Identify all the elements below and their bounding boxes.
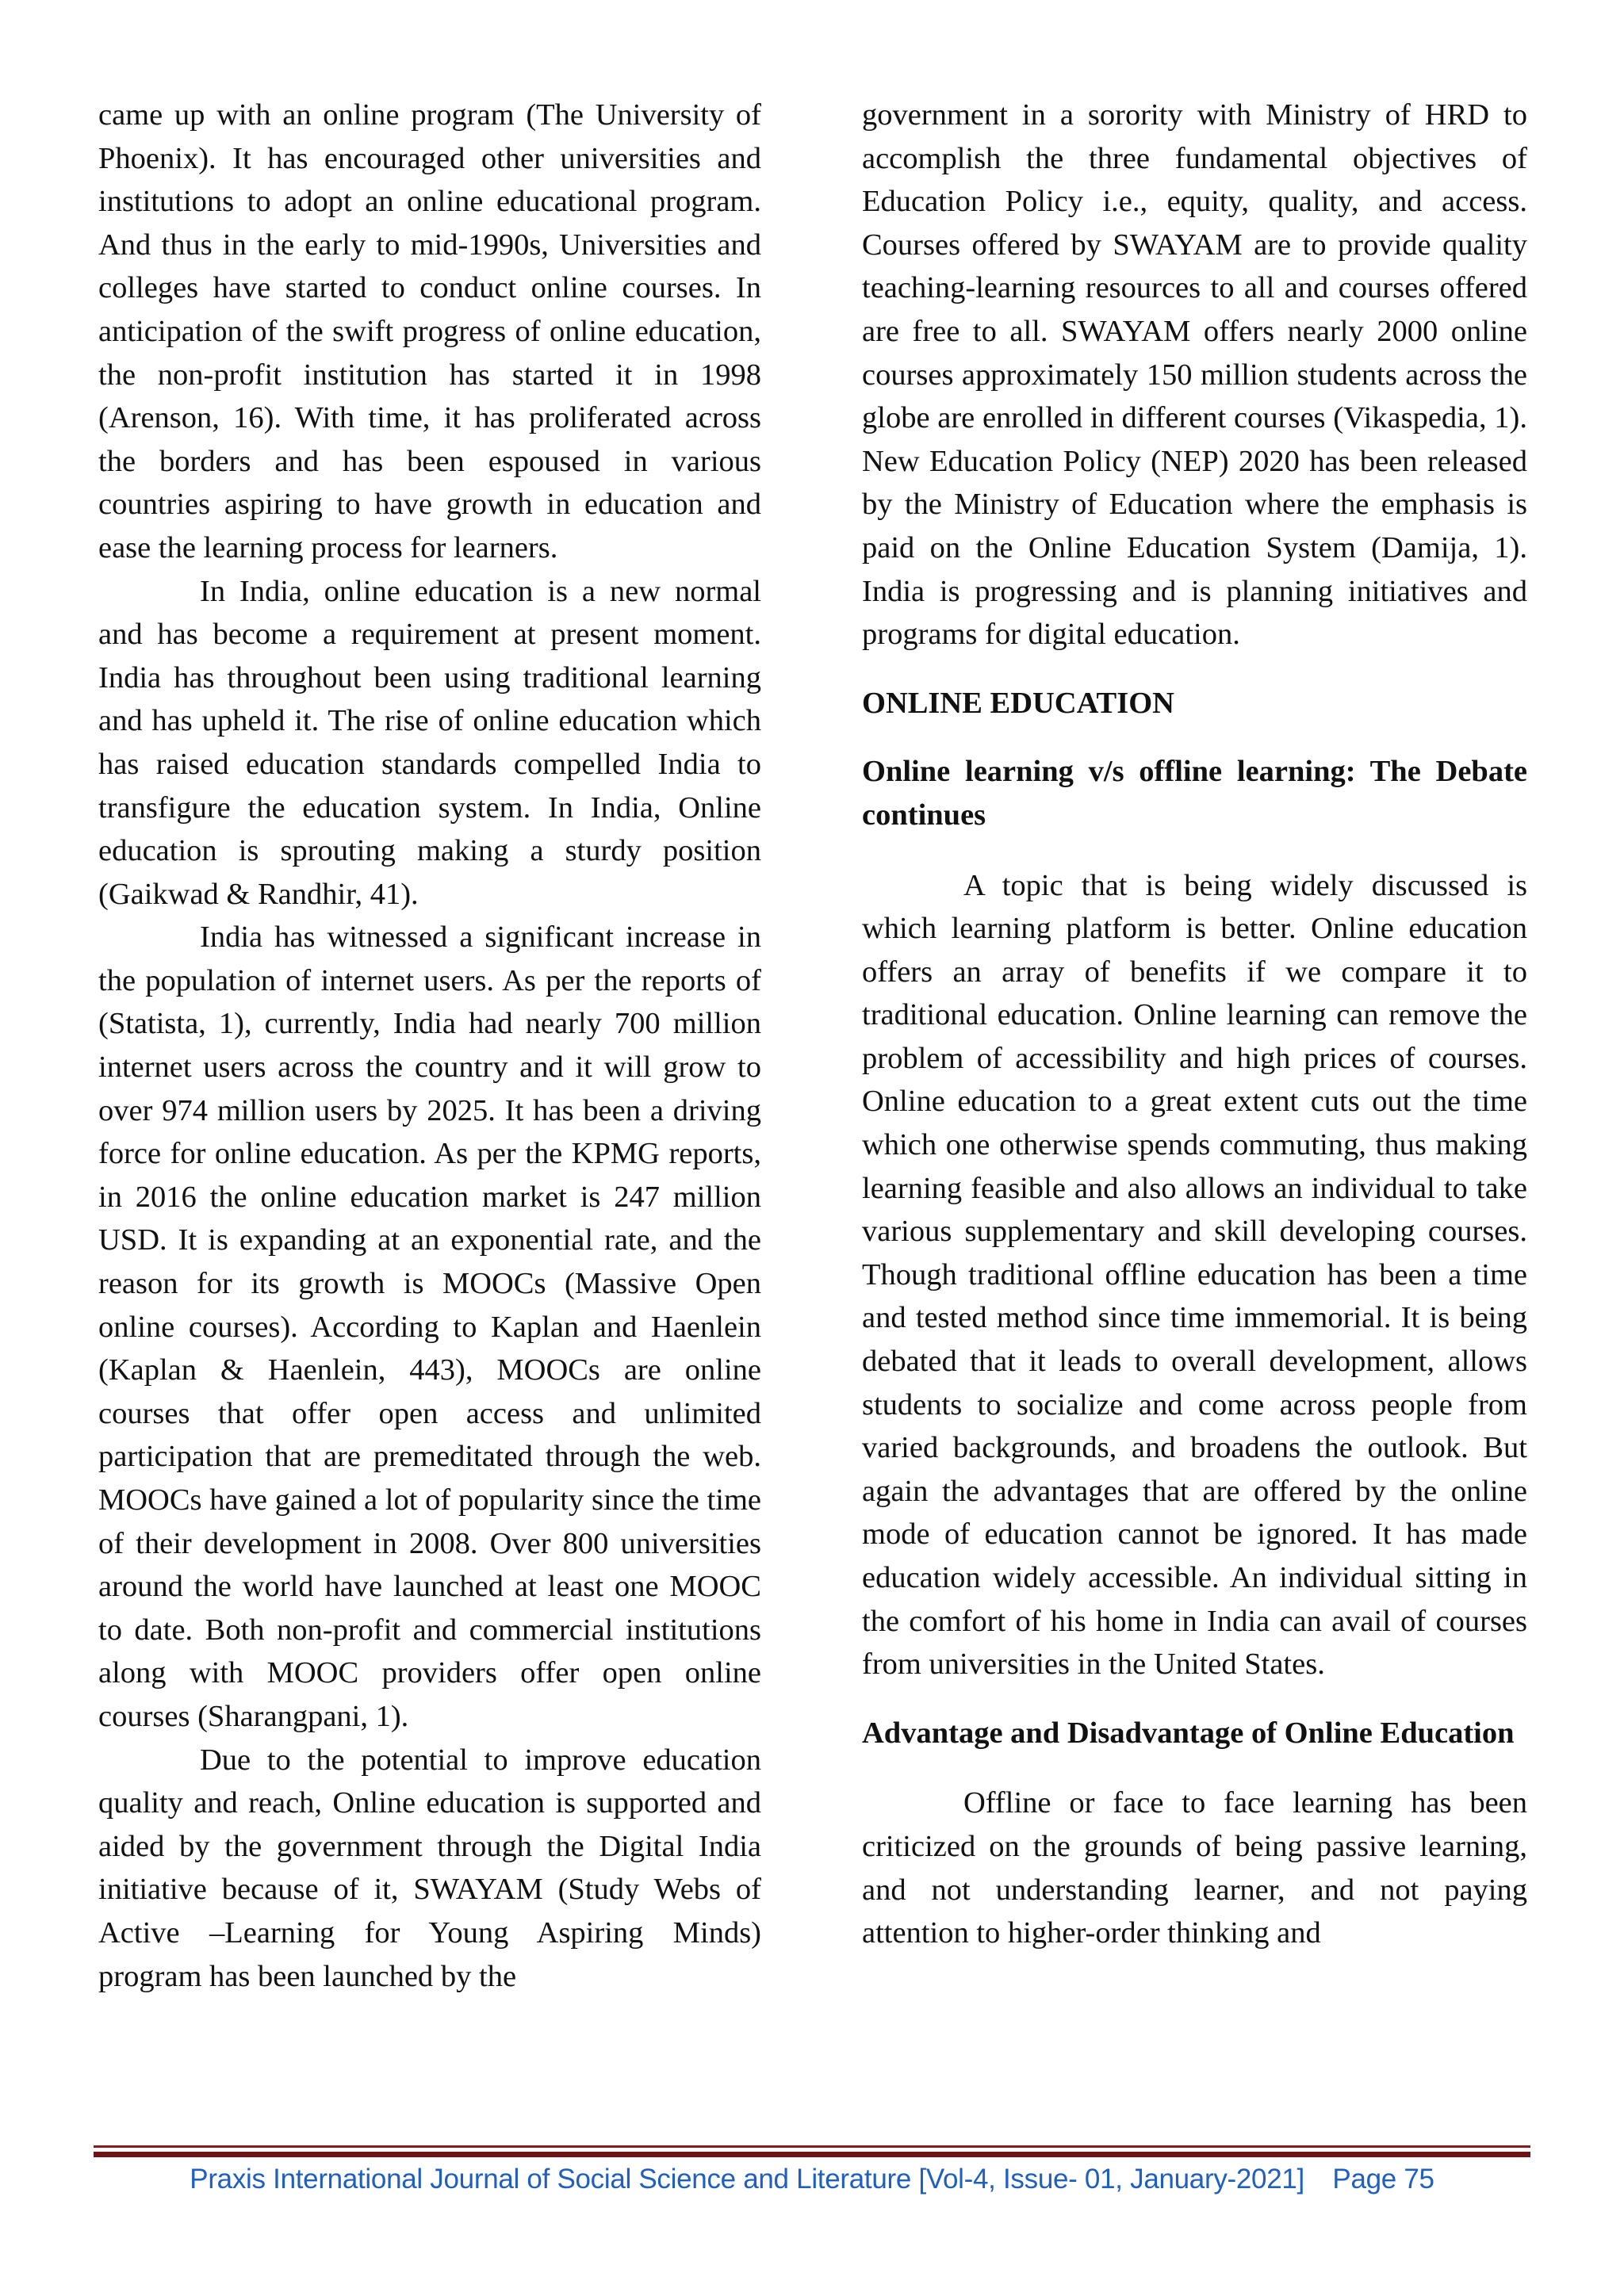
journal-name: Praxis International Journal of Social Science and Literature [190,2164,912,2195]
page-number: Page 75 [1332,2164,1434,2195]
paragraph: India has witnessed a significant increase in the population of internet users. As per the reports of (Statista, 1), currently, India had nearly 700 million internet users across the country and it will grow to over 974 million users by 2025. It has been a driving force for online education. As per the KPMG reports, in 2016 the online education market is 247 million USD. It is expanding at an exponential rate, and the reason for its growth is MOOCs (Massive Open online courses). According to Kaplan and Haenlein (Kaplan & Haenlein, 443), MOOCs are online courses that offer open access and unlimited participation that are premeditated through the web. MOOCs have gained a lot of popularity since the time of their development in 2008. Over 800 universities around the world have launched at least one MOOC to date. Both non-profit and commercial institutions along with MOOC providers offer open online courses (Sharangpani, 1). [98,920,761,1733]
left-column [98,94,761,1998]
paragraph: government in a sorority with Ministry of HRD to accomplish the three fundamental objectives of Education Policy i.e., equity, quality, and access. Courses offered by SWAYAM are to provide quality teaching-learning resources to all and courses offered are free to all. SWAYAM offers nearly 2000 online courses approximately 150 million students across the globe are enrolled in different courses (Vikaspedia, 1). New Education Policy (NEP) 2020 has been released by the Ministry of Education where the emphasis is paid on the Online Education System (Damija, 1). India is progressing and is planning initiatives and programs for digital education. [862,98,1527,652]
section-heading: ONLINE EDUCATION [862,686,1174,720]
subheading: Advantage and Disadvantage of Online Education [862,1716,1515,1750]
paragraph: Offline or face to face learning has been criticized on the grounds of being passive learning, and not understanding learner, and not paying attention to higher-order thinking and [862,1786,1527,1950]
paragraph: A topic that is being widely discussed is which learning platform is better. Online education offers an array of benefits if we compare it to traditional education. Online learning can remove the problem of accessibility and high prices of courses. Online education to a great extent cuts out the time which one otherwise spends commuting, thus making learning feasible and also allows an individual to take various supplementary and skill developing courses. Though traditional offline education has been a time and tested method since time immemorial. It is being debated that it leads to overall development, allows students to socialize and come across people from varied backgrounds, and broadens the outlook. But again the advantages that are offered by the online mode of education cannot be ignored. It has made education widely accessible. An individual sitting in the comfort of his home in India can avail of courses from universities in the United States. [862,868,1527,1682]
paragraph: Due to the potential to improve education quality and reach, Online education is supported and aided by the government through the Digital India initiative because of it, SWAYAM (Study Webs of Active –Learning for Young Aspiring Minds) program has been launched by the [98,1743,761,1993]
subheading: Online learning v/s offline learning: The Debate continues [862,755,1527,832]
page-footer [0,2164,1624,2195]
right-column [862,94,1527,1955]
paragraph: In India, online education is a new normal and has become a requirement at present moment. India has throughout been using traditional learning and has upheld it. The rise of online education which has raised education standards compelled India to transfigure the education system. In India, Online education is sprouting making a sturdy position (Gaikwad & Randhir, 41). [98,574,761,911]
paragraph: came up with an online program (The University of Phoenix). It has encouraged other universities and institutions to adopt an online educational program. And thus in the early to mid-1990s, Universities and colleges have started to conduct online courses. In anticipation of the swift progress of online education, the non-profit institution has started it in 1998 (Arenson, 16). With time, it has proliferated across the borders and has been espoused in various countries aspiring to have growth in education and ease the learning process for learners. [98,98,761,564]
issue-info: [Vol-4, Issue- 01, January-2021] [918,2164,1304,2195]
footer-divider [94,2145,1530,2157]
